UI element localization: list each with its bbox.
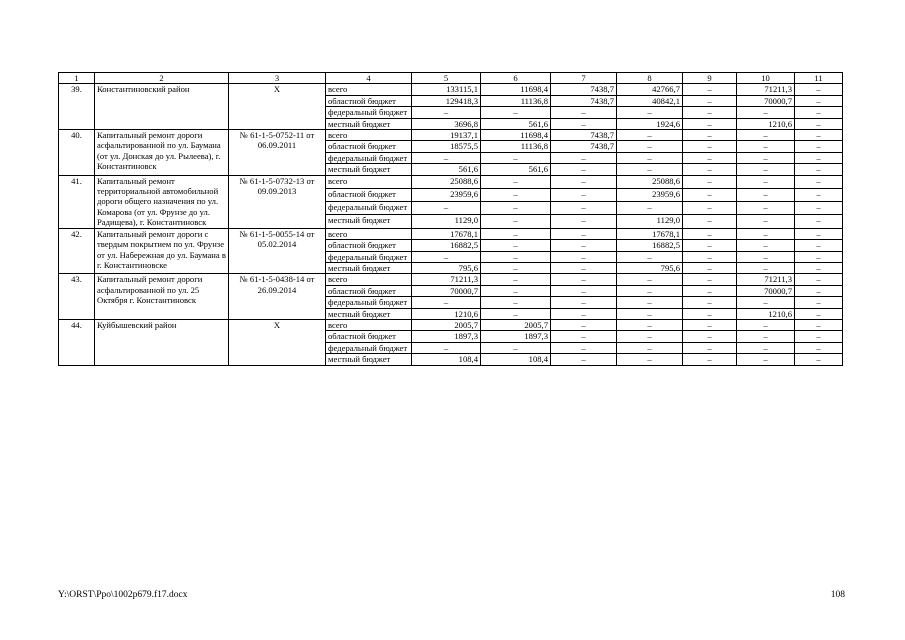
amount-cell: –	[795, 118, 843, 129]
amount-cell: 25088,6	[617, 175, 683, 188]
amount-cell: –	[795, 130, 843, 141]
amount-cell: –	[551, 251, 617, 262]
amount-cell: –	[795, 215, 843, 228]
amount-cell: –	[683, 331, 737, 342]
amount-cell: –	[795, 354, 843, 365]
amount-cell: 42766,7	[617, 84, 683, 95]
amount-cell: 561,6	[481, 118, 551, 129]
amount-cell: –	[795, 331, 843, 342]
amount-cell: –	[683, 274, 737, 285]
amount-cell: –	[481, 251, 551, 262]
amount-cell: –	[683, 285, 737, 296]
amount-cell: –	[683, 354, 737, 365]
amount-cell: –	[737, 215, 795, 228]
amount-cell: –	[795, 164, 843, 175]
amount-cell: –	[737, 262, 795, 273]
amount-cell: 2005,7	[481, 319, 551, 330]
amount-cell: –	[683, 130, 737, 141]
table-row	[59, 130, 843, 141]
amount-cell: –	[795, 297, 843, 308]
amount-cell: –	[617, 331, 683, 342]
column-header: 2	[95, 73, 229, 84]
document-ref: № 61-1-5-0752-11 от 06.09.2011	[229, 130, 326, 176]
amount-cell: 3696,8	[412, 118, 481, 129]
amount-cell: 108,4	[481, 354, 551, 365]
amount-cell: 18575,5	[412, 141, 481, 152]
amount-cell: –	[795, 188, 843, 201]
amount-cell: 11136,8	[481, 141, 551, 152]
amount-cell: –	[481, 262, 551, 273]
amount-cell: –	[617, 202, 683, 215]
column-header: 4	[326, 73, 412, 84]
amount-cell: 16882,5	[617, 240, 683, 251]
amount-cell: –	[737, 251, 795, 262]
amount-cell: –	[551, 297, 617, 308]
column-header: 6	[481, 73, 551, 84]
column-header: 8	[617, 73, 683, 84]
funding-source: всего	[326, 130, 412, 141]
amount-cell: –	[795, 175, 843, 188]
amount-cell: 17678,1	[617, 228, 683, 239]
amount-cell: –	[551, 319, 617, 330]
column-header: 11	[795, 73, 843, 84]
amount-cell: –	[481, 202, 551, 215]
amount-cell: –	[551, 215, 617, 228]
amount-cell: 561,6	[481, 164, 551, 175]
row-number: 44.	[59, 319, 95, 365]
amount-cell: 19137,1	[412, 130, 481, 141]
amount-cell: –	[551, 308, 617, 319]
amount-cell: –	[737, 297, 795, 308]
amount-cell: –	[683, 118, 737, 129]
table-row	[59, 319, 843, 330]
amount-cell: –	[683, 188, 737, 201]
document-sheet	[58, 72, 842, 366]
amount-cell: 1210,6	[737, 308, 795, 319]
amount-cell: 7438,7	[551, 141, 617, 152]
amount-cell: –	[481, 308, 551, 319]
funding-source: всего	[326, 319, 412, 330]
page-number: 108	[830, 590, 845, 600]
amount-cell: –	[795, 95, 843, 106]
amount-cell: –	[683, 141, 737, 152]
amount-cell: –	[795, 152, 843, 163]
amount-cell: –	[683, 175, 737, 188]
amount-cell: –	[481, 175, 551, 188]
amount-cell: –	[551, 228, 617, 239]
amount-cell: –	[551, 164, 617, 175]
object-name: Капитальный ремонт дороги асфальтированной по ул. 25 Октября г. Константиновск	[95, 274, 229, 320]
document-ref: X	[229, 84, 326, 130]
amount-cell: –	[737, 107, 795, 118]
amount-cell: –	[737, 331, 795, 342]
amount-cell: 133115,1	[412, 84, 481, 95]
funding-source: всего	[326, 84, 412, 95]
amount-cell: –	[795, 251, 843, 262]
amount-cell: –	[683, 152, 737, 163]
amount-cell: –	[481, 274, 551, 285]
amount-cell: –	[481, 152, 551, 163]
amount-cell: 17678,1	[412, 228, 481, 239]
amount-cell: 11136,8	[481, 95, 551, 106]
amount-cell: 795,6	[412, 262, 481, 273]
row-number: 42.	[59, 228, 95, 274]
funding-source: федеральный бюджет	[326, 297, 412, 308]
amount-cell: –	[412, 342, 481, 353]
amount-cell: –	[737, 175, 795, 188]
amount-cell: 25088,6	[412, 175, 481, 188]
funding-source: федеральный бюджет	[326, 152, 412, 163]
amount-cell: –	[551, 240, 617, 251]
budget-table	[58, 72, 843, 366]
amount-cell: –	[551, 152, 617, 163]
document-ref: № 61-1-5-0732-13 от 09.09.2013	[229, 175, 326, 228]
amount-cell: –	[617, 308, 683, 319]
amount-cell: 1924,6	[617, 118, 683, 129]
amount-cell: 1210,6	[412, 308, 481, 319]
amount-cell: –	[617, 251, 683, 262]
amount-cell: –	[737, 228, 795, 239]
amount-cell: 1129,0	[617, 215, 683, 228]
amount-cell: 1129,0	[412, 215, 481, 228]
amount-cell: 7438,7	[551, 95, 617, 106]
amount-cell: –	[795, 84, 843, 95]
funding-source: федеральный бюджет	[326, 251, 412, 262]
row-number: 39.	[59, 84, 95, 130]
amount-cell: –	[683, 164, 737, 175]
amount-cell: –	[617, 285, 683, 296]
amount-cell: –	[683, 202, 737, 215]
object-name: Капитальный ремонт территориальной автомобильной дороги общего назначения по ул. Комарова (от ул. Фрунзе до ул. Радищева), г. Константиновск	[95, 175, 229, 228]
amount-cell: –	[617, 354, 683, 365]
amount-cell: –	[683, 215, 737, 228]
amount-cell: –	[737, 141, 795, 152]
table-row	[59, 84, 843, 95]
amount-cell: –	[551, 107, 617, 118]
amount-cell: –	[737, 164, 795, 175]
amount-cell: 11698,4	[481, 84, 551, 95]
amount-cell: –	[683, 308, 737, 319]
funding-source: федеральный бюджет	[326, 107, 412, 118]
amount-cell: –	[795, 262, 843, 273]
document-ref: № 61-1-5-0438-14 от 26.09.2014	[229, 274, 326, 320]
amount-cell: –	[617, 141, 683, 152]
amount-cell: 795,6	[617, 262, 683, 273]
amount-cell: –	[617, 164, 683, 175]
amount-cell: –	[795, 342, 843, 353]
amount-cell: –	[481, 240, 551, 251]
amount-cell: –	[617, 107, 683, 118]
amount-cell: –	[683, 240, 737, 251]
amount-cell: –	[683, 262, 737, 273]
amount-cell: –	[551, 342, 617, 353]
amount-cell: –	[481, 188, 551, 201]
amount-cell: –	[795, 240, 843, 251]
amount-cell: 11698,4	[481, 130, 551, 141]
funding-source: всего	[326, 274, 412, 285]
column-header: 10	[737, 73, 795, 84]
document-ref: № 61-1-5-0055-14 от 05.02.2014	[229, 228, 326, 274]
amount-cell: –	[683, 84, 737, 95]
amount-cell: 7438,7	[551, 84, 617, 95]
amount-cell: –	[683, 251, 737, 262]
amount-cell: –	[795, 285, 843, 296]
funding-source: местный бюджет	[326, 308, 412, 319]
amount-cell: –	[795, 141, 843, 152]
amount-cell: –	[617, 152, 683, 163]
amount-cell: 1210,6	[737, 118, 795, 129]
amount-cell: 7438,7	[551, 130, 617, 141]
row-number: 41.	[59, 175, 95, 228]
amount-cell: –	[617, 130, 683, 141]
funding-source: федеральный бюджет	[326, 202, 412, 215]
object-name: Капитальный ремонт дороги с твердым покрытием по ул. Фрунзе от ул. Набережная до ул. Баумана в г. Константиновске	[95, 228, 229, 274]
amount-cell: –	[551, 274, 617, 285]
amount-cell: 71211,3	[412, 274, 481, 285]
amount-cell: –	[481, 107, 551, 118]
amount-cell: 2005,7	[412, 319, 481, 330]
amount-cell: –	[795, 274, 843, 285]
amount-cell: –	[737, 152, 795, 163]
amount-cell: –	[412, 107, 481, 118]
amount-cell: –	[737, 130, 795, 141]
funding-source: областной бюджет	[326, 240, 412, 251]
object-name: Константиновский район	[95, 84, 229, 130]
amount-cell: –	[481, 215, 551, 228]
amount-cell: –	[617, 297, 683, 308]
table-body	[59, 73, 843, 366]
amount-cell: 1897,3	[481, 331, 551, 342]
amount-cell: –	[412, 251, 481, 262]
amount-cell: –	[551, 262, 617, 273]
amount-cell: –	[737, 202, 795, 215]
funding-source: всего	[326, 175, 412, 188]
funding-source: областной бюджет	[326, 188, 412, 201]
amount-cell: 70000,7	[737, 285, 795, 296]
amount-cell: 70000,7	[737, 95, 795, 106]
amount-cell: –	[412, 202, 481, 215]
funding-source: местный бюджет	[326, 262, 412, 273]
column-header: 9	[683, 73, 737, 84]
amount-cell: 23959,6	[617, 188, 683, 201]
funding-source: областной бюджет	[326, 141, 412, 152]
funding-source: местный бюджет	[326, 118, 412, 129]
amount-cell: –	[737, 319, 795, 330]
object-name: Капитальный ремонт дороги асфальтированной по ул. Баумана (от ул. Донская до ул. Рылеева), г. Константиновск	[95, 130, 229, 176]
funding-source: местный бюджет	[326, 354, 412, 365]
table-row	[59, 274, 843, 285]
amount-cell: 71211,3	[737, 274, 795, 285]
amount-cell: 129418,3	[412, 95, 481, 106]
amount-cell: –	[551, 175, 617, 188]
amount-cell: –	[412, 152, 481, 163]
amount-cell: 71211,3	[737, 84, 795, 95]
amount-cell: –	[683, 228, 737, 239]
amount-cell: –	[551, 202, 617, 215]
amount-cell: –	[481, 285, 551, 296]
amount-cell: 40842,1	[617, 95, 683, 106]
amount-cell: 1897,3	[412, 331, 481, 342]
funding-source: всего	[326, 228, 412, 239]
amount-cell: –	[481, 342, 551, 353]
row-number: 43.	[59, 274, 95, 320]
amount-cell: –	[551, 285, 617, 296]
table-row	[59, 175, 843, 188]
funding-source: областной бюджет	[326, 331, 412, 342]
amount-cell: –	[683, 95, 737, 106]
amount-cell: –	[551, 354, 617, 365]
amount-cell: –	[551, 118, 617, 129]
amount-cell: 70000,7	[412, 285, 481, 296]
amount-cell: –	[412, 297, 481, 308]
amount-cell: 16882,5	[412, 240, 481, 251]
amount-cell: –	[737, 342, 795, 353]
row-number: 40.	[59, 130, 95, 176]
amount-cell: –	[737, 354, 795, 365]
amount-cell: 561,6	[412, 164, 481, 175]
amount-cell: –	[795, 107, 843, 118]
amount-cell: –	[737, 188, 795, 201]
header-row	[59, 73, 843, 84]
funding-source: областной бюджет	[326, 95, 412, 106]
amount-cell: –	[551, 331, 617, 342]
amount-cell: –	[683, 342, 737, 353]
amount-cell: 23959,6	[412, 188, 481, 201]
funding-source: местный бюджет	[326, 164, 412, 175]
object-name: Куйбышевский район	[95, 319, 229, 365]
amount-cell: –	[795, 319, 843, 330]
amount-cell: –	[683, 297, 737, 308]
amount-cell: –	[551, 188, 617, 201]
amount-cell: –	[683, 319, 737, 330]
amount-cell: –	[737, 240, 795, 251]
amount-cell: 108,4	[412, 354, 481, 365]
amount-cell: –	[481, 228, 551, 239]
amount-cell: –	[617, 319, 683, 330]
amount-cell: –	[795, 308, 843, 319]
document-ref: X	[229, 319, 326, 365]
amount-cell: –	[617, 274, 683, 285]
amount-cell: –	[481, 297, 551, 308]
column-header: 1	[59, 73, 95, 84]
amount-cell: –	[795, 202, 843, 215]
amount-cell: –	[683, 107, 737, 118]
amount-cell: –	[617, 342, 683, 353]
column-header: 3	[229, 73, 326, 84]
funding-source: областной бюджет	[326, 285, 412, 296]
column-header: 7	[551, 73, 617, 84]
funding-source: федеральный бюджет	[326, 342, 412, 353]
funding-source: местный бюджет	[326, 215, 412, 228]
amount-cell: –	[795, 228, 843, 239]
table-row	[59, 228, 843, 239]
column-header: 5	[412, 73, 481, 84]
file-path: Y:\ORST\Ppo\1002p679.f17.docx	[58, 590, 188, 600]
